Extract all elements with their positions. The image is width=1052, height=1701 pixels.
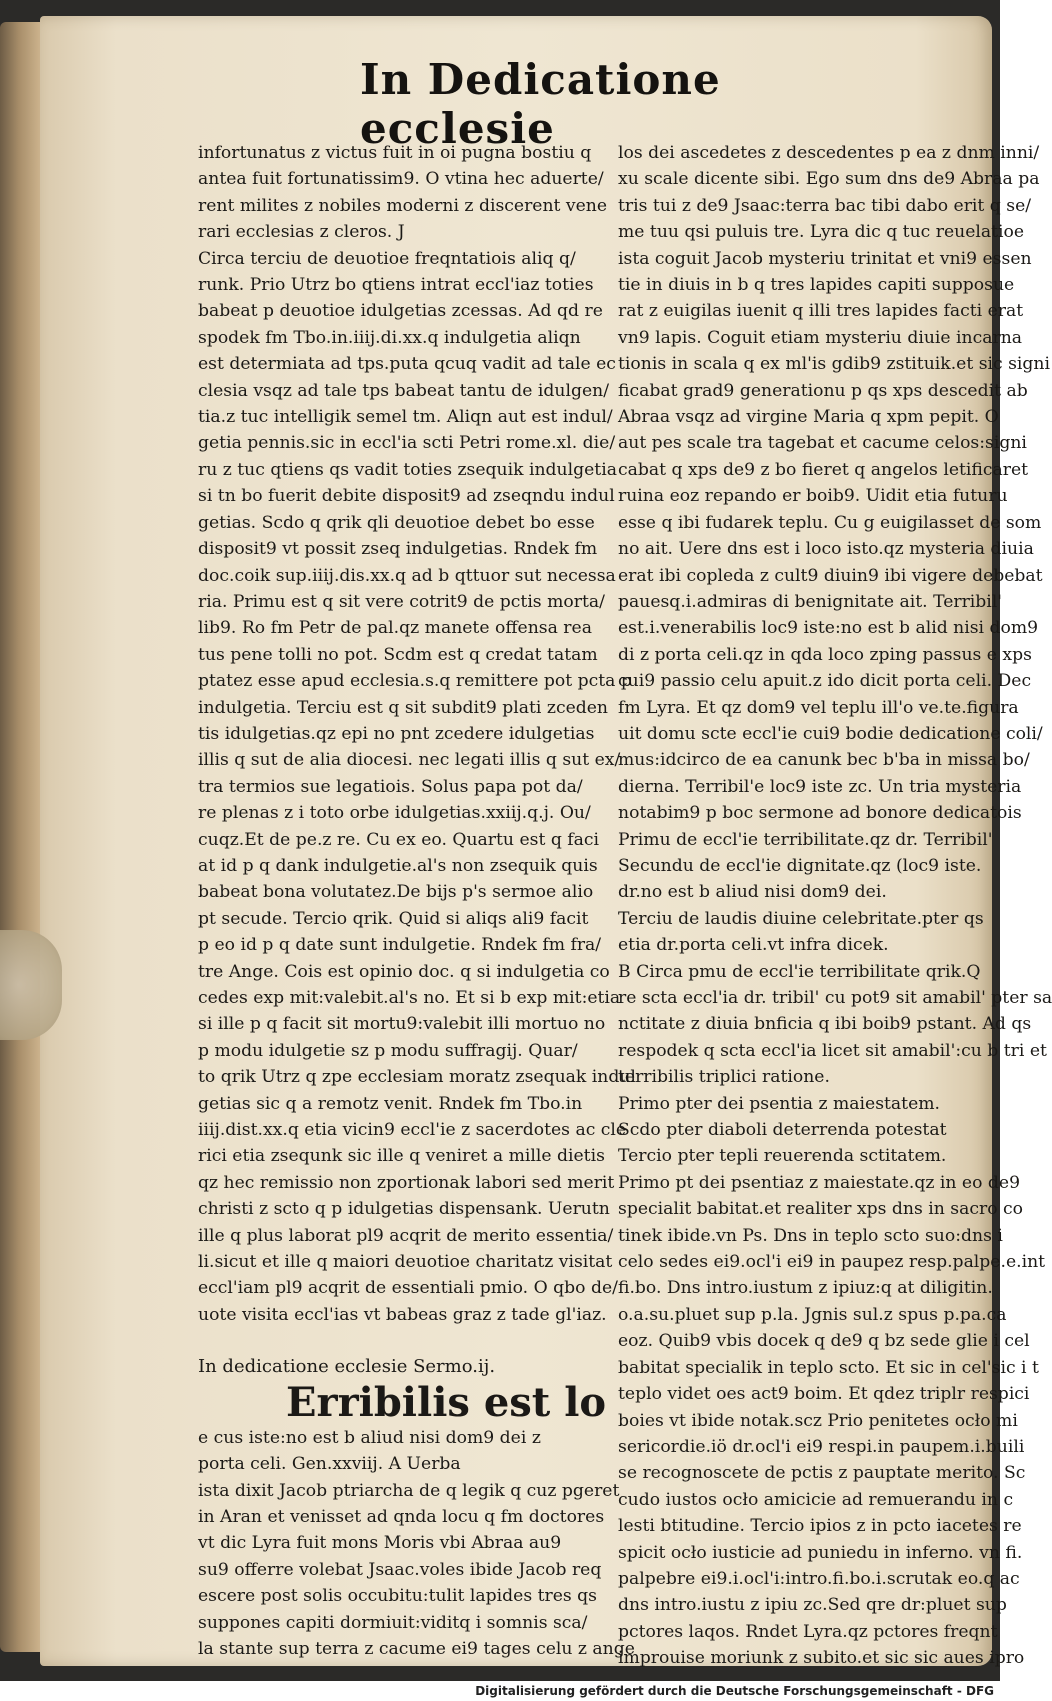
text-line: ista coguit Jacob mysteriu trinitat et vni9 essen [618, 248, 1032, 269]
text-line: pt secude. Tercio qrik. Quid si aliqs ali9 facit [198, 908, 589, 929]
text-line: me tuu qsi puluis tre. Lyra dic q tuc reuelatioe [618, 222, 1025, 243]
text-line: vt dic Lyra fuit mons Moris vbi Abraa au9 [198, 1533, 562, 1554]
text-line: Circa terciu de deuotioe freqntatiois aliq q/ [198, 248, 576, 269]
text-line: tra termios sue legatiois. Solus papa pot da/ [198, 776, 583, 797]
text-line: lesti btitudine. Tercio ipios z in pcto iacetes re [618, 1516, 1022, 1537]
text-line: fi.bo. Dns intro.iustum z ipiuz:q at diligitin. [618, 1278, 993, 1299]
text-line: cabat q xps de9 z bo fieret q angelos letificaret [618, 459, 1029, 480]
text-line: sericordie.iö dr.ocl'i ei9 respi.in paupem.i.buili [618, 1436, 1025, 1457]
sermon-opening: Erribilis est lo [286, 1378, 607, 1426]
text-line: doc.coik sup.iiij.dis.xx.q ad b qttuor sut necessa [198, 565, 616, 586]
text-line: di z porta celi.qz in qda loco zping passus e xps [618, 644, 1032, 665]
section-gap [198, 1328, 603, 1354]
text-line: ruina eoz repando er boib9. Uidit etia futuru [618, 486, 1008, 507]
text-line: ficabat grad9 generationu p qs xps descedit ab [618, 380, 1028, 401]
text-line: ptatez esse apud ecclesia.s.q remittere pot pcta p [198, 671, 632, 692]
text-line: respodek q scta eccl'ia licet sit amabil':cu b tri et [618, 1040, 1047, 1061]
text-line: cuqz.Et de pe.z re. Cu ex eo. Quartu est q faci [198, 829, 600, 850]
text-line: getias sic q a remotz venit. Rndek fm Tbo.in [198, 1093, 583, 1114]
text-line: est.i.venerabilis loc9 iste:no est b alid nisi dom9 [618, 618, 1039, 639]
text-line: indulgetia. Terciu est q sit subdit9 plati zceden [198, 697, 608, 718]
text-line: tis idulgetias.qz epi no pnt zcedere idulgetias [198, 723, 595, 744]
text-line: clesia vsqz ad tale tps babeat tantu de idulgen/ [198, 380, 610, 401]
text-line: illis q sut de alia diocesi. nec legati illis q sut ex/ [198, 750, 621, 771]
text-line: notabim9 p boc sermone ad bonore dedicatois [618, 803, 1022, 824]
text-line: mus:idcirco de ea canunk bec b'ba in missa bo/ [618, 750, 1030, 771]
footer-text: Digitalisierung gefördert durch die Deutsche Forschungsgemeinschaft - DFG [475, 1684, 994, 1698]
text-line: spodek fm Tbo.in.iiij.di.xx.q indulgetia aliqn [198, 327, 581, 348]
text-line: cedes exp mit:valebit.al's no. Et si b exp mit:etia [198, 988, 621, 1008]
text-line: li.sicut et ille q maiori deuotioe charitatz visitat [198, 1252, 613, 1273]
text-line: cui9 passio celu apuit.z ido dicit porta celi. Dec [618, 671, 1032, 692]
text-line: tris tui z de9 Jsaac:terra bac tibi dabo erit q se/ [618, 195, 1032, 216]
book-clasp [0, 930, 62, 1040]
text-line: vn9 lapis. Coguit etiam mysteriu diuie incarna [618, 327, 1023, 348]
text-line: aut pes scale tra tagebat et cacume celos:signi [618, 433, 1027, 454]
text-line: rent milites z nobiles moderni z discerent vene [198, 195, 608, 216]
text-line: rat z euigilas iuenit q illi tres lapides facti erat [618, 301, 1024, 322]
text-line: su9 offerre volebat Jsaac.voles ibide Jacob req [198, 1559, 602, 1580]
text-line: tionis in scala q ex ml'is gdib9 zstituik.et sic signi [618, 354, 1050, 375]
text-line: si tn bo fuerit debite disposit9 ad zseqndu indul [198, 486, 615, 507]
text-line: to qrik Utrz q zpe ecclesiam moratz zsequak indul [198, 1067, 636, 1088]
text-line: at id p q dank indulgetie.al's non zsequik quis [198, 855, 598, 876]
text-line: Secundu de eccl'ie dignitate.qz (loc9 iste. [618, 855, 982, 876]
text-line: rici etia zsequnk sic ille q veniret a mille dietis [198, 1146, 605, 1167]
text-line: B Circa pmu de eccl'ie terribilitate qrik.Q [618, 961, 981, 982]
text-line: spicit ocło iusticie ad puniedu in inferno. vn fi. [618, 1542, 1023, 1563]
text-line: la stante sup terra z cacume ei9 tages celu z ange [198, 1638, 635, 1659]
text-line: tia.z tuc intelligik semel tm. Aliqn aut est indul/ [198, 407, 613, 428]
text-line: fm Lyra. Et qz dom9 vel teplu ill'o ve.te.figura [618, 697, 1019, 718]
right-column [618, 140, 1052, 1672]
text-line: si ille p q facit sit mortu9:valebit illi mortuo no [198, 1014, 606, 1035]
text-line: re plenas z i toto orbe idulgetias.xxiij.q.j. Ou/ [198, 803, 591, 824]
footer-credit [0, 1681, 1000, 1701]
text-line: los dei ascedetes z descedentes p ea z dnm inni/ [618, 143, 1040, 163]
text-line: ille q plus laborat pl9 acqrit de merito essentia/ [198, 1225, 614, 1246]
text-line: tus pene tolli no pot. Scdm est q credat tatam [198, 644, 598, 665]
text-line: no ait. Uere dns est i loco isto.qz mysteria diuia [618, 539, 1034, 560]
text-line: e cus iste:no est b aliud nisi dom9 dei z [198, 1427, 541, 1448]
text-line: specialit babitat.et realiter xps dns in sacro co [618, 1199, 1023, 1220]
text-line: uote visita eccl'ias vt babeas graz z tade gl'iaz. [198, 1304, 607, 1325]
text-line: babeat p deuotioe idulgetias zcessas. Ad qd re [198, 301, 603, 322]
text-line: etia dr.porta celi.vt infra dicek. [618, 935, 889, 956]
text-line: christi z scto q p idulgetias dispensank. Uerutn [198, 1199, 610, 1220]
text-line: dr.no est b aliud nisi dom9 dei. [618, 882, 887, 903]
text-line: Scdo pter diaboli deterrenda potestat [618, 1120, 947, 1141]
text-line: infortunatus z victus fuit in oi pugna bostiu q [198, 143, 592, 163]
text-line: Tercio pter tepli reuerenda sctitatem. [618, 1146, 947, 1167]
text-line: dierna. Terribil'e loc9 iste zc. Un tria mysteria [618, 776, 1022, 797]
running-heading: In Dedicatione ecclesie [360, 55, 721, 153]
text-line: erat ibi copleda z cult9 diuin9 ibi vigere debebat [618, 565, 1043, 586]
text-line: teplo videt oes act9 boim. Et qdez triplr respici [618, 1384, 1030, 1405]
text-line: Abraa vsqz ad virgine Maria q xpm pepit. O [618, 407, 999, 428]
text-line: nctitate z diuia bnficia q ibi boib9 pstant. Ad qs [618, 1014, 1032, 1035]
text-line: xu scale dicente sibi. Ego sum dns de9 Abraa pa [618, 169, 1040, 190]
text-line: dns intro.iustu z ipiu zc.Sed qre dr:pluet sup [618, 1595, 1007, 1616]
text-line: antea fuit fortunatissim9. O vtina hec aduerte/ [198, 169, 604, 190]
text-line: suppones capiti dormiuit:viditq i somnis sca/ [198, 1612, 588, 1633]
text-line: tre Ange. Cois est opinio doc. q si indulgetia co [198, 961, 610, 982]
left-column [198, 140, 636, 1662]
text-line: ria. Primu est q sit vere cotrit9 de pctis morta/ [198, 591, 605, 612]
text-line: se recognoscete de pctis z pauptate merito. Sc [618, 1463, 1026, 1484]
sermon-title: In dedicatione ecclesie Sermo.ij. [198, 1356, 496, 1378]
text-line: uit domu scte eccl'ie cui9 bodie dedicatione coli/ [618, 723, 1043, 744]
text-line: esse q ibi fudarek teplu. Cu g euigilasset de som [618, 512, 1042, 533]
text-line: p eo id p q date sunt indulgetie. Rndek fm fra/ [198, 935, 602, 956]
text-line: eoz. Quib9 vbis docek q de9 q bz sede glie i cel [618, 1331, 1030, 1352]
text-line: o.a.su.pluet sup p.la. Jgnis sul.z spus p.pa.ca [618, 1304, 1007, 1325]
text-line: lib9. Ro fm Petr de pal.qz manete offensa rea [198, 618, 592, 639]
text-line: ru z tuc qtiens qs vadit toties zsequik indulgetia [198, 459, 617, 480]
text-line: palpebre ei9.i.ocl'i:intro.fi.bo.i.scrutak eo.q ac [618, 1568, 1020, 1589]
text-line: p modu idulgetie sz p modu suffragij. Quar/ [198, 1040, 578, 1061]
text-line: getia pennis.sic in eccl'ia scti Petri rome.xl. die/ [198, 433, 616, 454]
text-line: porta celi. Gen.xxviij. A Uerba [198, 1454, 461, 1475]
text-line: re scta eccl'ia dr. tribil' cu pot9 sit amabil' pter sa [618, 988, 1052, 1008]
text-line: qz hec remissio non zportionak labori sed merit [198, 1172, 615, 1193]
text-line: boies vt ibide notak.scz Prio penitetes ocło mi [618, 1410, 1018, 1431]
text-line: tinek ibide.vn Ps. Dns in teplo scto suo:dns i [618, 1225, 1003, 1246]
text-line: babeat bona volutatez.De bijs p's sermoe alio [198, 882, 594, 903]
text-line: Terciu de laudis diuine celebritate.pter qs [618, 908, 984, 929]
text-line: pctores laqos. Rndet Lyra.qz pctores freqnt [618, 1621, 998, 1642]
text-line: runk. Prio Utrz bo qtiens intrat eccl'iaz toties [198, 275, 594, 296]
text-line: improuise moriunk z subito.et sic sic aues ipro [618, 1648, 1025, 1669]
text-line: Primo pter dei psentia z maiestatem. [618, 1093, 941, 1114]
text-line: rari ecclesias z cleros. J [198, 222, 405, 243]
text-line: terribilis triplici ratione. [618, 1067, 830, 1088]
text-line: ista dixit Jacob ptriarcha de q legik q cuz pgeret [198, 1480, 620, 1501]
text-line: eccl'iam pl9 acqrit de essentiali pmio. O qbo de/ [198, 1278, 618, 1299]
text-line: cudo iustos ocło amicicie ad remuerandu in c [618, 1489, 1014, 1510]
text-line: tie in diuis in b q tres lapides capiti supposue [618, 275, 1015, 296]
text-line: est determiata ad tps.puta qcuq vadit ad tale ec [198, 354, 616, 375]
text-line: in Aran et venisset ad qnda locu q fm doctores [198, 1506, 605, 1527]
text-line: disposit9 vt possit zseq indulgetias. Rndek fm [198, 539, 598, 560]
text-line: escere post solis occubitu:tulit lapides tres qs [198, 1586, 598, 1607]
text-line: babitat specialik in teplo scto. Et sic in cel'sic i t [618, 1357, 1039, 1378]
text-line: pauesq.i.admiras di benignitate ait. Terribil' [618, 591, 1003, 612]
text-line: iiij.dist.xx.q etia vicin9 eccl'ie z sacerdotes ac cle [198, 1120, 627, 1141]
text-line: Primu de eccl'ie terribilitate.qz dr. Terribil' [618, 829, 993, 850]
text-line: Primo pt dei psentiaz z maiestate.qz in eo de9 [618, 1172, 1021, 1193]
text-line: getias. Scdo q qrik qli deuotioe debet bo esse [198, 512, 595, 533]
text-line: celo sedes ei9.ocl'i ei9 in paupez resp.palpe.e.int [618, 1252, 1046, 1273]
